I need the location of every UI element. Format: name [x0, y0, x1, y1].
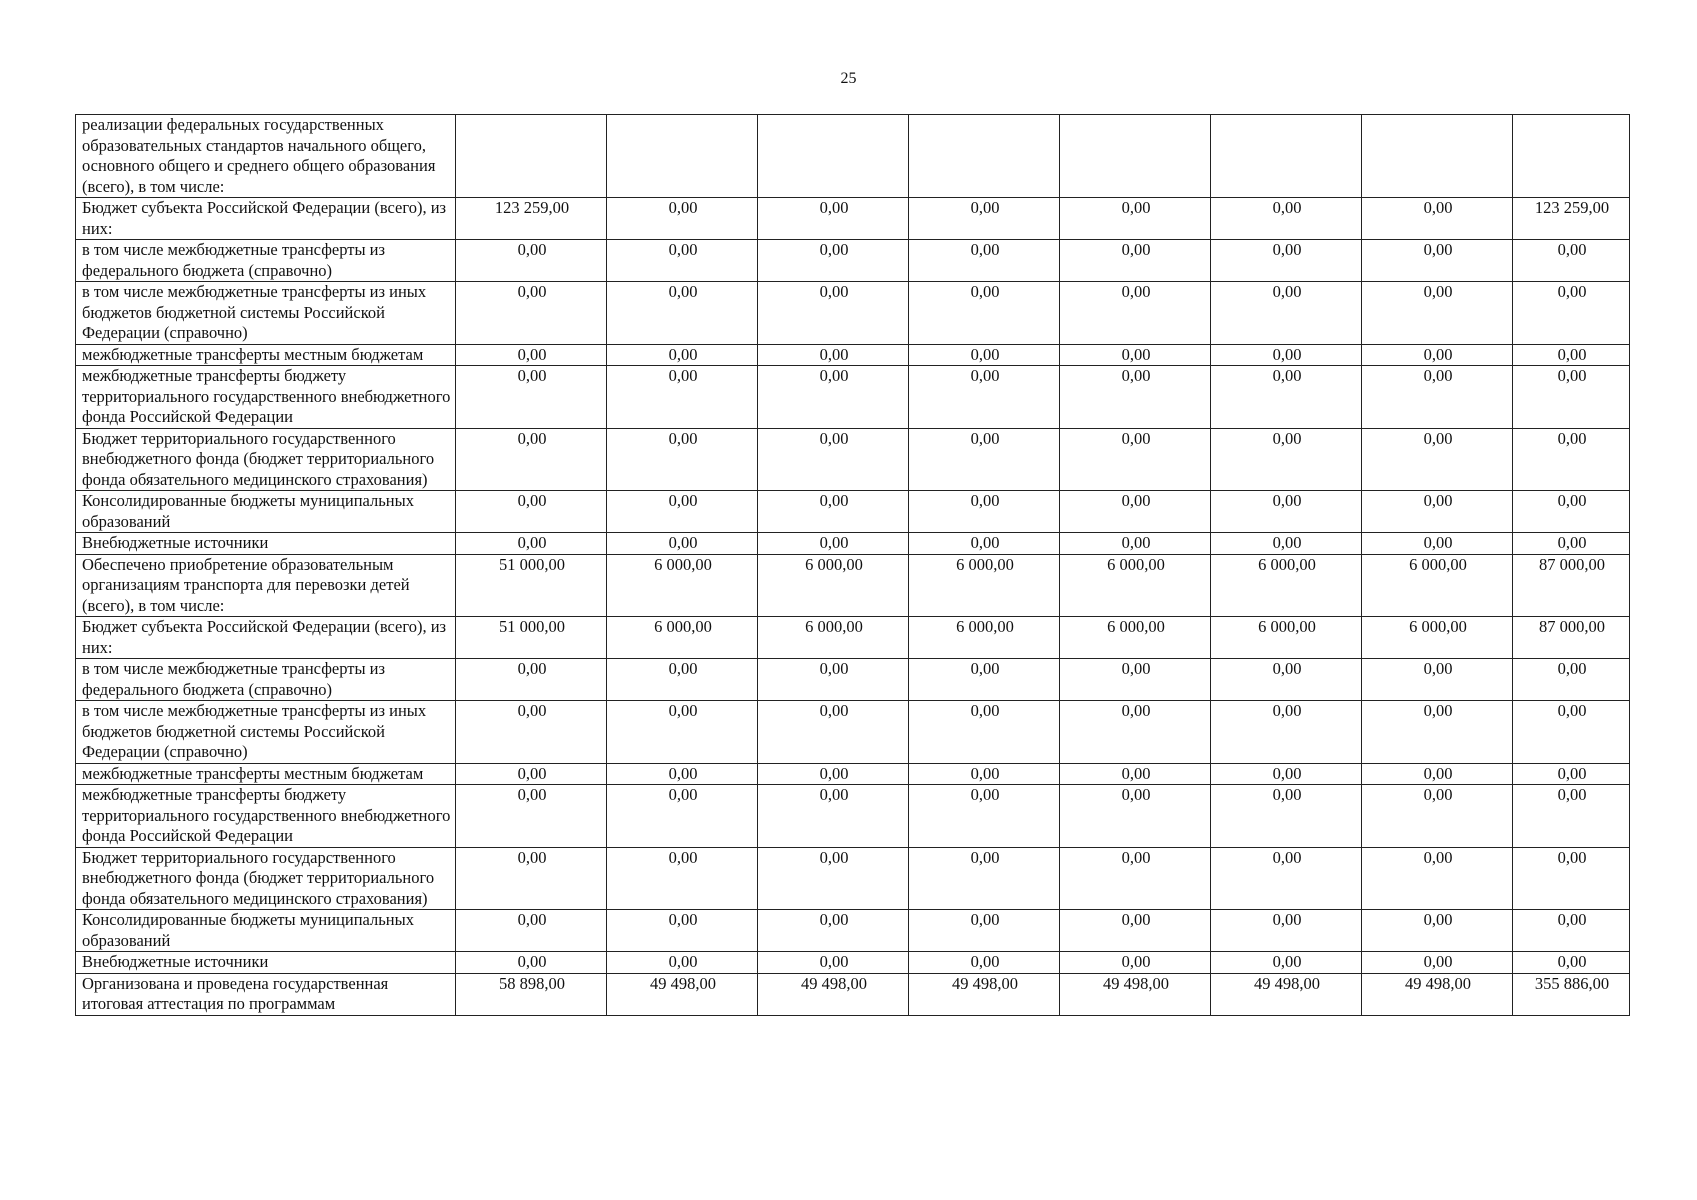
year-value-cell: 51 000,00	[456, 554, 607, 617]
year-value-cell: 0,00	[1060, 366, 1211, 429]
year-value-cell: 0,00	[758, 282, 909, 345]
year-value-cell: 6 000,00	[758, 554, 909, 617]
year-value-cell: 0,00	[1211, 240, 1362, 282]
year-value-cell: 0,00	[758, 847, 909, 910]
year-value-cell: 0,00	[1211, 659, 1362, 701]
year-value-cell: 0,00	[1211, 344, 1362, 366]
year-value-cell: 0,00	[1362, 952, 1513, 974]
table-row	[76, 344, 1630, 366]
table-row	[76, 533, 1630, 555]
year-value-cell: 0,00	[1362, 533, 1513, 555]
year-value-cell: 49 498,00	[1211, 973, 1362, 1015]
row-label: Обеспечено приобретение образовательным организациям транспорта для перевозки детей (всего), в том числе:	[76, 554, 456, 617]
year-value-cell: 0,00	[758, 785, 909, 848]
year-value-cell: 0,00	[1362, 785, 1513, 848]
year-value-cell: 6 000,00	[607, 617, 758, 659]
year-value-cell: 0,00	[1060, 198, 1211, 240]
year-value-cell: 0,00	[1060, 785, 1211, 848]
year-value-cell: 0,00	[456, 659, 607, 701]
table-body	[76, 115, 1630, 1016]
year-value-cell: 0,00	[456, 533, 607, 555]
year-value-cell: 0,00	[1211, 701, 1362, 764]
year-value-cell: 0,00	[1211, 910, 1362, 952]
year-value-cell: 0,00	[607, 910, 758, 952]
row-label: Бюджет территориального государственного внебюджетного фонда (бюджет территориального фонда обязательного медицинского страхования)	[76, 428, 456, 491]
year-value-cell: 0,00	[607, 428, 758, 491]
year-value-cell: 0,00	[1211, 952, 1362, 974]
year-value-cell: 0,00	[1362, 428, 1513, 491]
year-value-cell: 0,00	[909, 847, 1060, 910]
year-value-cell: 6 000,00	[1362, 617, 1513, 659]
year-value-cell: 0,00	[607, 847, 758, 910]
year-value-cell: 0,00	[1362, 282, 1513, 345]
year-value-cell: 6 000,00	[909, 554, 1060, 617]
year-value-cell: 0,00	[456, 785, 607, 848]
year-value-cell: 0,00	[607, 763, 758, 785]
total-cell: 0,00	[1513, 366, 1630, 429]
table-row	[76, 910, 1630, 952]
year-value-cell: 0,00	[456, 282, 607, 345]
year-value-cell: 0,00	[909, 491, 1060, 533]
year-value-cell	[456, 115, 607, 198]
total-cell: 0,00	[1513, 659, 1630, 701]
year-value-cell: 0,00	[1211, 533, 1362, 555]
year-value-cell: 0,00	[758, 533, 909, 555]
total-cell: 0,00	[1513, 240, 1630, 282]
year-value-cell	[758, 115, 909, 198]
table-row	[76, 366, 1630, 429]
year-value-cell: 49 498,00	[607, 973, 758, 1015]
row-label: в том числе межбюджетные трансферты из федерального бюджета (справочно)	[76, 659, 456, 701]
row-label: Внебюджетные источники	[76, 533, 456, 555]
year-value-cell: 0,00	[758, 366, 909, 429]
year-value-cell: 0,00	[909, 282, 1060, 345]
total-cell: 123 259,00	[1513, 198, 1630, 240]
year-value-cell: 0,00	[758, 952, 909, 974]
year-value-cell: 0,00	[607, 282, 758, 345]
year-value-cell	[1060, 115, 1211, 198]
year-value-cell: 0,00	[1362, 198, 1513, 240]
row-label: межбюджетные трансферты местным бюджетам	[76, 763, 456, 785]
year-value-cell: 0,00	[909, 701, 1060, 764]
total-cell: 0,00	[1513, 763, 1630, 785]
year-value-cell: 49 498,00	[1060, 973, 1211, 1015]
year-value-cell: 0,00	[456, 763, 607, 785]
total-cell: 87 000,00	[1513, 554, 1630, 617]
year-value-cell: 0,00	[456, 366, 607, 429]
year-value-cell: 0,00	[1362, 491, 1513, 533]
total-cell: 0,00	[1513, 533, 1630, 555]
year-value-cell: 0,00	[1060, 847, 1211, 910]
total-cell: 0,00	[1513, 491, 1630, 533]
year-value-cell: 49 498,00	[1362, 973, 1513, 1015]
page-number: 25	[840, 70, 857, 87]
year-value-cell: 6 000,00	[1060, 554, 1211, 617]
year-value-cell: 0,00	[456, 491, 607, 533]
year-value-cell: 123 259,00	[456, 198, 607, 240]
year-value-cell: 0,00	[909, 659, 1060, 701]
year-value-cell: 0,00	[1060, 282, 1211, 345]
year-value-cell: 0,00	[909, 785, 1060, 848]
year-value-cell: 0,00	[456, 910, 607, 952]
table-row	[76, 847, 1630, 910]
year-value-cell: 0,00	[607, 533, 758, 555]
year-value-cell: 0,00	[1211, 847, 1362, 910]
year-value-cell: 0,00	[456, 428, 607, 491]
total-cell: 87 000,00	[1513, 617, 1630, 659]
year-value-cell: 0,00	[1211, 785, 1362, 848]
year-value-cell: 0,00	[607, 785, 758, 848]
total-cell: 0,00	[1513, 910, 1630, 952]
year-value-cell: 0,00	[1060, 240, 1211, 282]
year-value-cell: 0,00	[1362, 344, 1513, 366]
table-row	[76, 115, 1630, 198]
year-value-cell: 0,00	[909, 198, 1060, 240]
row-label: межбюджетные трансферты местным бюджетам	[76, 344, 456, 366]
year-value-cell: 0,00	[758, 198, 909, 240]
year-value-cell: 0,00	[1060, 428, 1211, 491]
year-value-cell: 0,00	[607, 701, 758, 764]
year-value-cell: 0,00	[1060, 701, 1211, 764]
year-value-cell: 0,00	[607, 240, 758, 282]
year-value-cell: 0,00	[1211, 282, 1362, 345]
year-value-cell: 49 498,00	[758, 973, 909, 1015]
table-row	[76, 554, 1630, 617]
table-row	[76, 785, 1630, 848]
year-value-cell: 0,00	[456, 344, 607, 366]
year-value-cell: 0,00	[1060, 659, 1211, 701]
year-value-cell: 0,00	[1362, 763, 1513, 785]
row-label: межбюджетные трансферты бюджету территориального государственного внебюджетного фонда Российской Федерации	[76, 366, 456, 429]
year-value-cell: 0,00	[1060, 763, 1211, 785]
year-value-cell: 0,00	[1060, 533, 1211, 555]
year-value-cell: 0,00	[1060, 491, 1211, 533]
year-value-cell: 0,00	[1060, 344, 1211, 366]
year-value-cell: 0,00	[758, 491, 909, 533]
year-value-cell: 0,00	[909, 763, 1060, 785]
year-value-cell: 0,00	[1211, 763, 1362, 785]
table-row	[76, 282, 1630, 345]
year-value-cell: 0,00	[758, 763, 909, 785]
year-value-cell	[1211, 115, 1362, 198]
total-cell	[1513, 115, 1630, 198]
year-value-cell: 6 000,00	[758, 617, 909, 659]
year-value-cell: 0,00	[1362, 659, 1513, 701]
total-cell: 0,00	[1513, 428, 1630, 491]
year-value-cell: 0,00	[909, 533, 1060, 555]
year-value-cell: 0,00	[909, 344, 1060, 366]
year-value-cell: 0,00	[1362, 701, 1513, 764]
year-value-cell: 6 000,00	[909, 617, 1060, 659]
year-value-cell: 0,00	[456, 847, 607, 910]
year-value-cell	[909, 115, 1060, 198]
row-label: Организована и проведена государственная итоговая аттестация по программам	[76, 973, 456, 1015]
total-cell: 355 886,00	[1513, 973, 1630, 1015]
table-row	[76, 240, 1630, 282]
row-label: в том числе межбюджетные трансферты из иных бюджетов бюджетной системы Российской Федерации (справочно)	[76, 282, 456, 345]
total-cell: 0,00	[1513, 701, 1630, 764]
year-value-cell: 49 498,00	[909, 973, 1060, 1015]
year-value-cell: 0,00	[1362, 366, 1513, 429]
year-value-cell: 0,00	[1211, 366, 1362, 429]
year-value-cell: 0,00	[758, 659, 909, 701]
year-value-cell	[607, 115, 758, 198]
year-value-cell: 0,00	[607, 366, 758, 429]
year-value-cell: 0,00	[1362, 847, 1513, 910]
year-value-cell: 0,00	[1211, 428, 1362, 491]
year-value-cell: 0,00	[607, 491, 758, 533]
year-value-cell: 6 000,00	[607, 554, 758, 617]
year-value-cell: 0,00	[1362, 240, 1513, 282]
year-value-cell: 0,00	[909, 240, 1060, 282]
year-value-cell: 0,00	[456, 952, 607, 974]
row-label: Внебюджетные источники	[76, 952, 456, 974]
total-cell: 0,00	[1513, 952, 1630, 974]
year-value-cell: 0,00	[758, 344, 909, 366]
year-value-cell: 0,00	[1060, 910, 1211, 952]
row-label: в том числе межбюджетные трансферты из иных бюджетов бюджетной системы Российской Федерации (справочно)	[76, 701, 456, 764]
table-row	[76, 428, 1630, 491]
row-label: в том числе межбюджетные трансферты из федерального бюджета (справочно)	[76, 240, 456, 282]
year-value-cell: 0,00	[1362, 910, 1513, 952]
table-row	[76, 701, 1630, 764]
row-label: Бюджет субъекта Российской Федерации (всего), из них:	[76, 617, 456, 659]
year-value-cell: 6 000,00	[1060, 617, 1211, 659]
year-value-cell: 0,00	[1211, 198, 1362, 240]
year-value-cell: 0,00	[607, 198, 758, 240]
total-cell: 0,00	[1513, 282, 1630, 345]
row-label: Бюджет территориального государственного внебюджетного фонда (бюджет территориального фонда обязательного медицинского страхования)	[76, 847, 456, 910]
year-value-cell: 0,00	[607, 659, 758, 701]
year-value-cell: 6 000,00	[1362, 554, 1513, 617]
table-row	[76, 952, 1630, 974]
year-value-cell: 0,00	[758, 428, 909, 491]
year-value-cell: 0,00	[607, 952, 758, 974]
year-value-cell: 0,00	[758, 910, 909, 952]
table-row	[76, 973, 1630, 1015]
year-value-cell: 0,00	[1211, 491, 1362, 533]
year-value-cell: 6 000,00	[1211, 617, 1362, 659]
row-label: реализации федеральных государственных образовательных стандартов начального общего, основного общего и среднего общего образования (всего), в том числе:	[76, 115, 456, 198]
table-row	[76, 617, 1630, 659]
year-value-cell: 0,00	[758, 701, 909, 764]
row-label: Консолидированные бюджеты муниципальных образований	[76, 491, 456, 533]
year-value-cell: 6 000,00	[1211, 554, 1362, 617]
total-cell: 0,00	[1513, 785, 1630, 848]
year-value-cell: 0,00	[456, 240, 607, 282]
year-value-cell: 0,00	[1060, 952, 1211, 974]
budget-table	[75, 114, 1630, 1016]
total-cell: 0,00	[1513, 847, 1630, 910]
year-value-cell: 51 000,00	[456, 617, 607, 659]
year-value-cell: 0,00	[909, 366, 1060, 429]
year-value-cell: 0,00	[909, 910, 1060, 952]
table-row	[76, 491, 1630, 533]
year-value-cell: 0,00	[456, 701, 607, 764]
year-value-cell: 0,00	[909, 952, 1060, 974]
year-value-cell: 0,00	[758, 240, 909, 282]
year-value-cell: 0,00	[607, 344, 758, 366]
table-row	[76, 763, 1630, 785]
row-label: Бюджет субъекта Российской Федерации (всего), из них:	[76, 198, 456, 240]
table-row	[76, 659, 1630, 701]
row-label: Консолидированные бюджеты муниципальных образований	[76, 910, 456, 952]
year-value-cell: 0,00	[909, 428, 1060, 491]
table-row	[76, 198, 1630, 240]
row-label: межбюджетные трансферты бюджету территориального государственного внебюджетного фонда Российской Федерации	[76, 785, 456, 848]
total-cell: 0,00	[1513, 344, 1630, 366]
year-value-cell: 58 898,00	[456, 973, 607, 1015]
year-value-cell	[1362, 115, 1513, 198]
